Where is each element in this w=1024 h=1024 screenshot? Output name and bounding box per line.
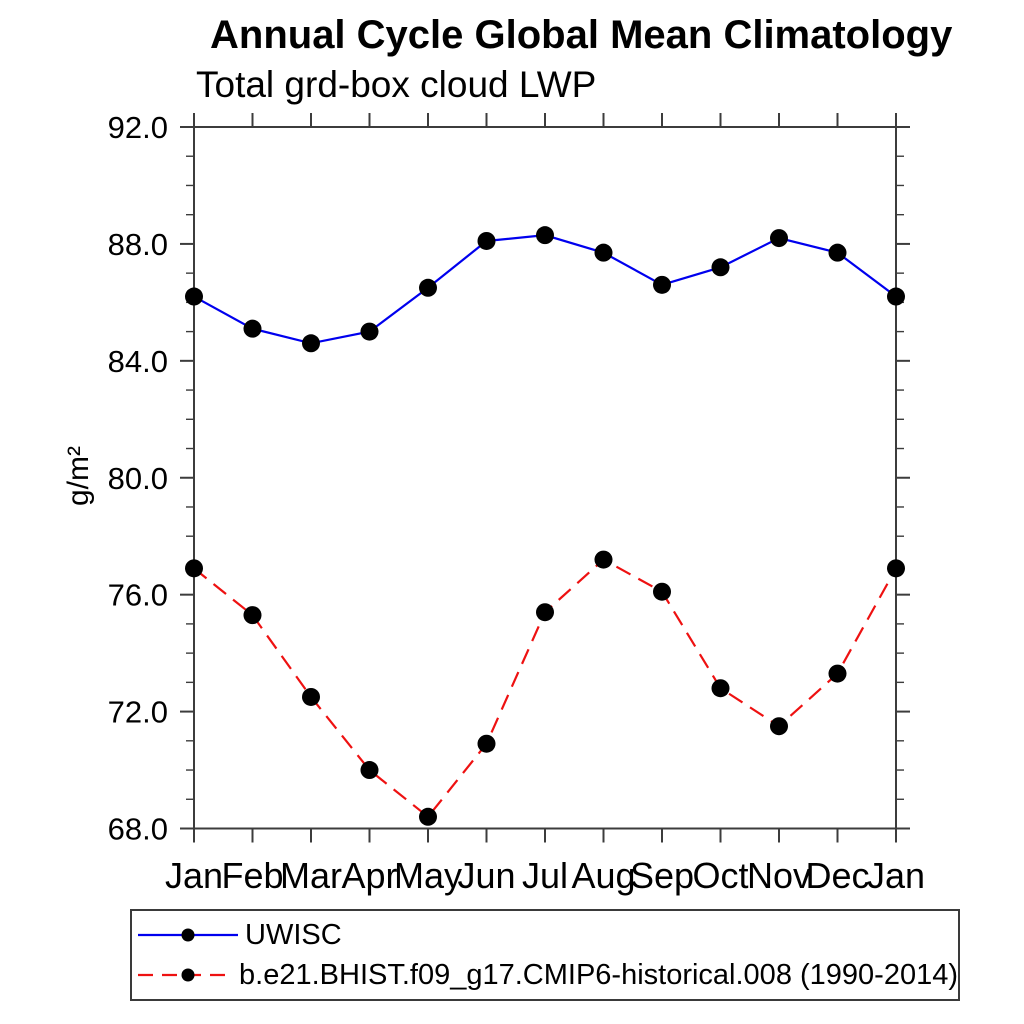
- series-line-0: [194, 235, 896, 343]
- x-tick-label: Jul: [521, 855, 569, 896]
- y-axis-title: g/m²: [62, 446, 95, 506]
- data-point: [887, 288, 905, 306]
- x-tick-label: Mar: [280, 855, 342, 896]
- data-point: [712, 679, 730, 697]
- chart-title: Annual Cycle Global Mean Climatology: [210, 13, 953, 57]
- data-point: [361, 761, 379, 779]
- x-tick-label: Apr: [341, 855, 398, 896]
- y-tick-label: 88.0: [107, 226, 168, 262]
- data-point: [419, 808, 437, 826]
- chart-subtitle: Total grd-box cloud LWP: [196, 64, 597, 105]
- data-point: [185, 559, 203, 577]
- x-tick-label: May: [393, 855, 463, 896]
- x-tick-label: Jan: [866, 855, 926, 896]
- data-point: [653, 583, 671, 601]
- data-point: [653, 276, 671, 294]
- legend-label-uwisc: UWISC: [245, 918, 342, 951]
- data-point: [536, 226, 554, 244]
- x-tick-label: Aug: [571, 855, 636, 896]
- data-point: [302, 688, 320, 706]
- y-tick-label: 72.0: [107, 694, 168, 730]
- legend-entry-uwisc: [136, 915, 958, 955]
- data-point: [244, 606, 262, 624]
- data-point: [244, 320, 262, 338]
- data-point: [887, 559, 905, 577]
- x-tick-label: Feb: [221, 855, 284, 896]
- x-tick-label: Oct: [692, 855, 749, 896]
- legend-marker-icon: [182, 929, 195, 942]
- data-point: [361, 323, 379, 341]
- x-tick-label: Nov: [746, 855, 812, 896]
- series-line-1: [194, 560, 896, 817]
- data-point: [595, 551, 613, 569]
- legend-sample-dashed: [136, 964, 234, 986]
- y-tick-label: 84.0: [107, 343, 168, 379]
- data-point: [829, 665, 847, 683]
- x-tick-label: Sep: [629, 855, 695, 896]
- data-point: [185, 288, 203, 306]
- x-tick-label: Dec: [805, 855, 870, 896]
- y-tick-label: 92.0: [107, 110, 168, 145]
- legend-entry-model: [136, 955, 958, 995]
- data-point: [595, 244, 613, 262]
- legend-sample-solid: [136, 924, 240, 946]
- data-point: [770, 229, 788, 247]
- data-point: [419, 279, 437, 297]
- legend-label-model: b.e21.BHIST.f09_g17.CMIP6-historical.008 (1990-2014): [239, 958, 958, 991]
- data-point: [712, 258, 730, 276]
- y-tick-label: 76.0: [107, 577, 168, 613]
- data-point: [770, 717, 788, 735]
- x-tick-label: Jan: [164, 855, 224, 896]
- y-tick-label: 68.0: [107, 811, 168, 847]
- legend-box: [130, 909, 960, 1001]
- data-point: [302, 334, 320, 352]
- data-point: [829, 244, 847, 262]
- y-tick-label: 80.0: [107, 460, 168, 496]
- data-point: [478, 735, 496, 753]
- data-point: [478, 232, 496, 250]
- legend-marker-icon: [182, 969, 195, 982]
- data-point: [536, 603, 554, 621]
- x-tick-label: Jun: [457, 855, 516, 896]
